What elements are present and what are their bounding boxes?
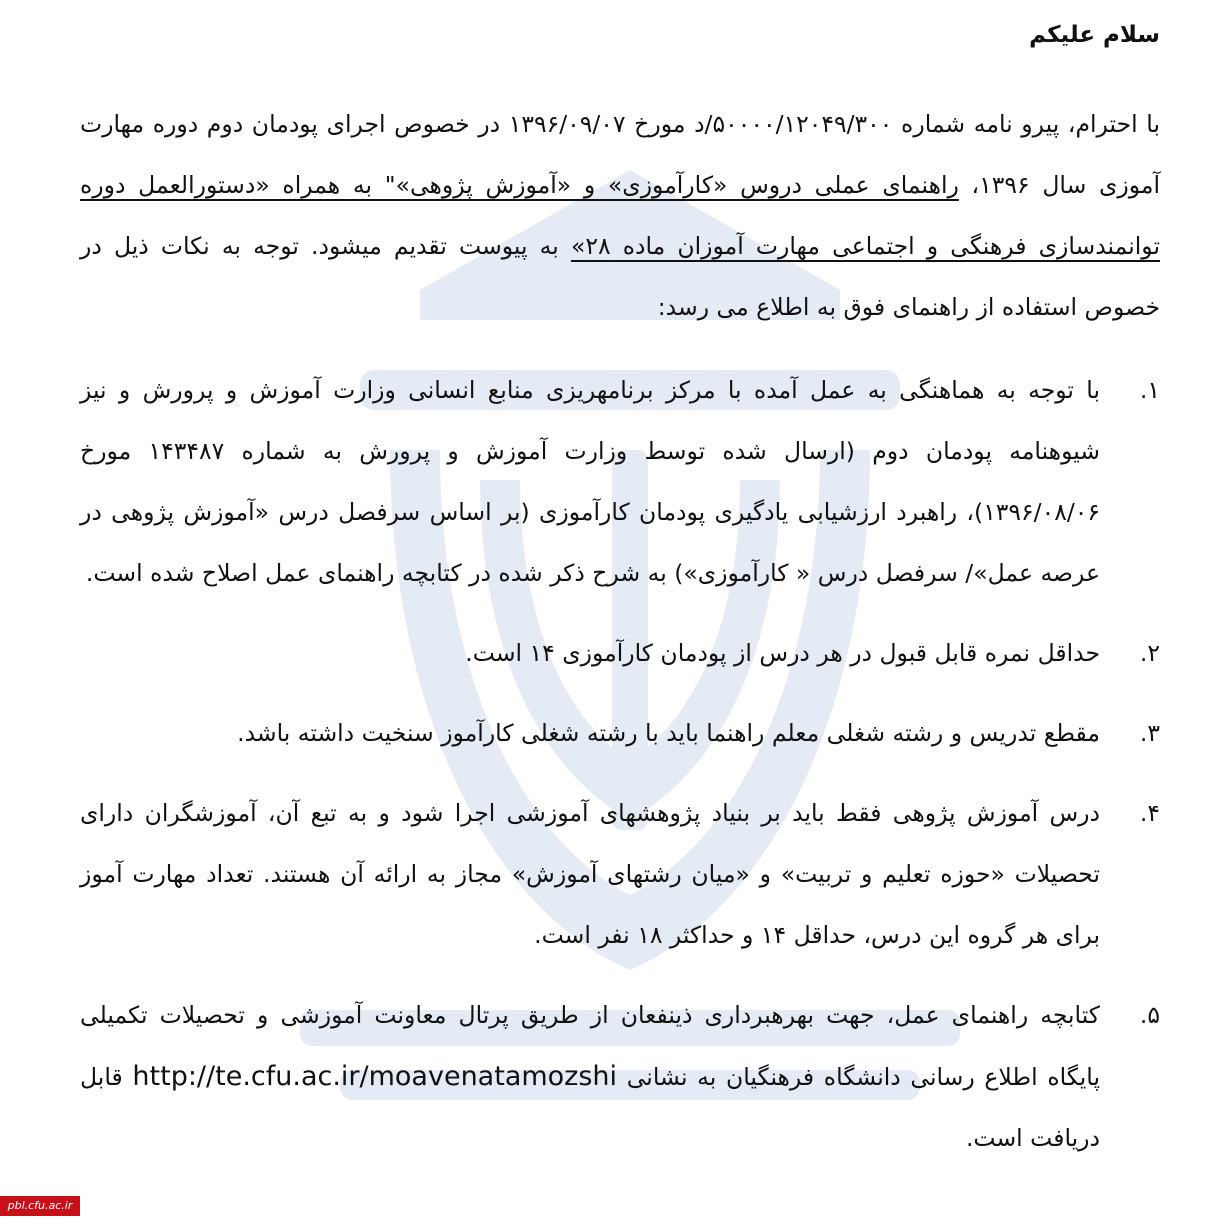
list-item [80,360,1160,604]
list-item-text: با توجه به هماهنگی به عمل آمده با مرکز برنامهریزی منابع انسانی وزارت آموزش و پرورش و نیز شیوهنامه پودمان دوم (ارسال شده توسط وزارت آموزش و پرورش به شماره ۱۴۳۴۸۷ مورخ ۱۳۹۶/۰۸/۰۶)، راهبرد ارزشیابی یادگیری پودمان کارآموزی (بر اساس سرفصل درس «آموزش پژوهی در عرصه عمل»/ سرفصل درس « کارآموزی») به شرح ذکر شده در کتابچه راهنمای عمل اصلاح شده است. [80,376,1100,587]
list-item-text-start: کتابچه راهنمای عمل، جهت بهرهبرداری ذینفعان از طریق پرتال معاونت آموزشی و تحصیلات تکمیلی پایگاه اطلاع رسانی دانشگاه فرهنگیان به نشانی [80,1001,1101,1091]
letter-body [80,94,1160,1169]
list-item-text: حداقل نمره قابل قبول در هر درس از پودمان کارآموزی ۱۴ است. [465,639,1100,667]
list-item-text [80,985,1100,1169]
intro-paragraph [80,94,1160,338]
list-item-number: ۱. [1139,376,1160,404]
intro-underlined-reference: راهنمای عملی دروس «کارآموزی» و «آموزش پژوهی»" به همراه «دستورالعمل دوره توانمندسازی فرهنگی و اجتماعی مهارت آموزان ماده ۲۸» [80,171,1160,260]
list-item-number: ۴. [1139,799,1160,827]
greeting: سلام علیکم [1029,22,1160,48]
list-item-text: مقطع تدریس و رشته شغلی معلم راهنما باید با رشته شغلی کارآموز سنخیت داشته باشد. [237,719,1100,747]
list-item-text: درس آموزش پژوهی فقط باید بر بنیاد پژوهشهای آموزشی اجرا شود و به تبع آن، آموزشگران دارای تحصیلات «حوزه تعلیم و تربیت» و «میان رشتهای آموزش» مجاز به ارائه آن هستند. تعداد مهارت آموز برای هر گروه این درس، حداقل ۱۴ و حداکثر ۱۸ نفر است. [80,799,1100,949]
numbered-list [80,360,1160,1169]
list-item [80,985,1160,1169]
list-item-number: ۲. [1139,639,1160,667]
list-item [80,623,1160,684]
list-item [80,783,1160,966]
intro-text-end: به پیوست تقدیم میشود. توجه به نکات ذیل در خصوص استفاده از راهنمای فوق به اطلاع می رسد: [80,232,1160,321]
source-site-badge: pbl.cfu.ac.ir [0,1196,80,1216]
portal-url-link[interactable]: http://te.cfu.ac.ir/moavenatamozshi [132,1061,618,1092]
list-item-number: ۵. [1139,1001,1160,1029]
list-item [80,703,1160,764]
list-item-text-end: قابل دریافت است. [80,1063,1100,1152]
intro-text-start: با احترام، پیرو نامه شماره ۵۰۰۰۰/۱۲۰۴۹/۳۰۰/د مورخ ۱۳۹۶/۰۹/۰۷ در خصوص اجرای پودمان دوم دوره مهارت آموزی سال ۱۳۹۶، [80,110,1160,199]
list-item-number: ۳. [1139,719,1160,747]
